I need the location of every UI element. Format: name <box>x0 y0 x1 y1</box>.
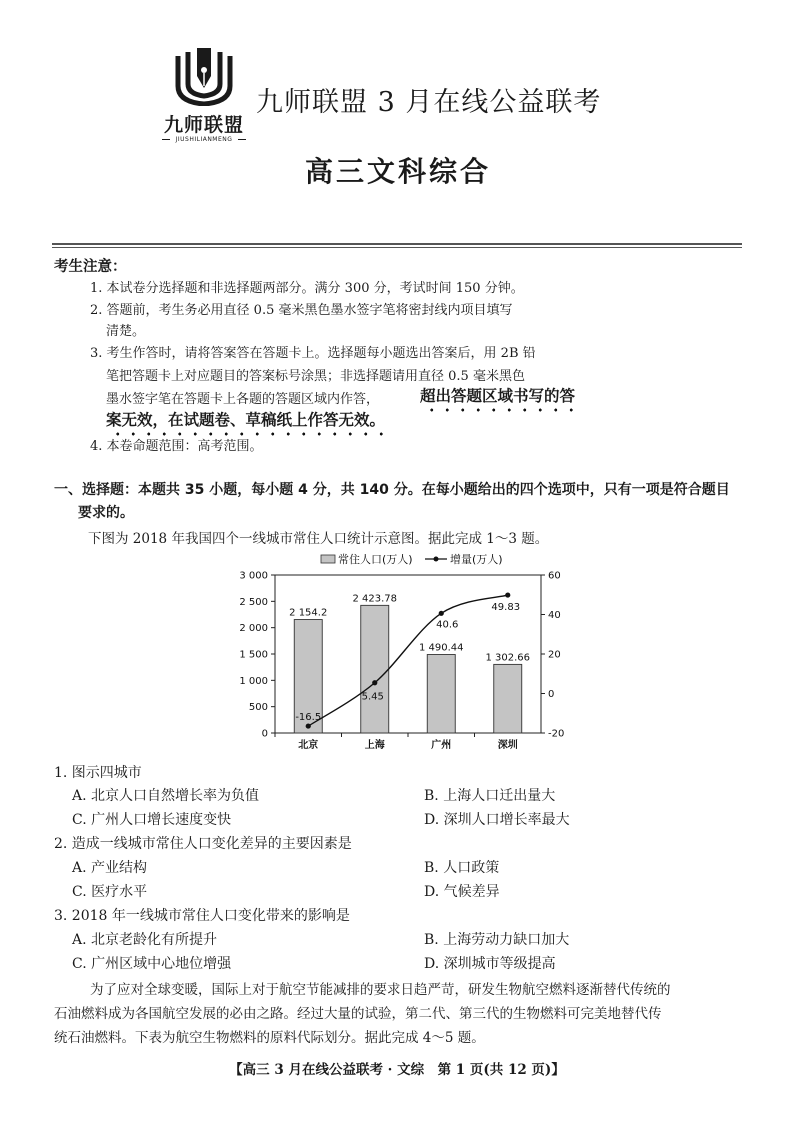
header-rule <box>52 247 742 248</box>
subject-title: 高三文科综合 <box>304 155 491 188</box>
logo-subtitle: JIUSHILIANMENG <box>175 136 233 143</box>
logo-divider <box>238 139 246 140</box>
x-category-label: 上海 <box>364 740 385 751</box>
notice-line: 4. 本卷命题范围：高考范围。 <box>90 439 263 454</box>
option: A. 产业结构 <box>72 860 148 876</box>
notice-line: 笔把答题卡上对应题目的答案标号涂黑；非选择题请用直径 0.5 毫米黑色 <box>106 369 525 384</box>
legend-bar-swatch <box>321 555 335 563</box>
x-category-label: 广州 <box>431 740 452 751</box>
question-stem: 2. 造成一线城市常住人口变化差异的主要因素是 <box>54 836 352 852</box>
y-left-tick-label: 0 <box>261 728 268 740</box>
option: B. 上海劳动力缺口加大 <box>424 932 570 948</box>
y-right-tick-label: 40 <box>548 610 561 621</box>
bar-上海 <box>361 605 389 733</box>
option: D. 深圳城市等级提高 <box>424 956 556 972</box>
option: A. 北京人口自然增长率为负值 <box>72 788 260 804</box>
increase-data-label: 5.45 <box>361 691 384 703</box>
y-left-tick-label: 3 000 <box>239 570 268 582</box>
increase-point <box>306 723 311 728</box>
option: C. 广州区域中心地位增强 <box>72 956 232 972</box>
bar-广州 <box>427 655 455 733</box>
y-left-tick-label: 1 500 <box>239 649 268 661</box>
passage-line: 石油燃料成为各国航空发展的必由之路。经过大量的试验，第二代、第三代的生物燃料可完美地替代传 <box>54 1006 662 1022</box>
option: A. 北京老龄化有所提升 <box>72 932 218 948</box>
option: D. 气候差异 <box>424 884 500 900</box>
bar-data-label: 1 490.44 <box>418 642 464 654</box>
chart-legend <box>321 552 503 566</box>
notice-line: 2. 答题前，考生务必用直径 0.5 毫米黑色墨水签字笔将密封线内项目填写 <box>90 303 513 318</box>
y-right-tick-label: 60 <box>548 570 561 582</box>
y-left-tick-label: 500 <box>248 702 268 714</box>
option: C. 广州人口增长速度变快 <box>72 812 232 828</box>
increase-point <box>372 680 377 685</box>
increase-point <box>439 611 444 616</box>
bar-data-label: 1 302.66 <box>485 652 531 664</box>
chart-intro: 下图为 2018 年我国四个一线城市常住人口统计示意图。据此完成 1～3 题。 <box>88 531 549 547</box>
notice-line: 1. 本试卷分选择题和非选择题两部分。满分 300 分，考试时间 150 分钟。 <box>90 281 524 296</box>
x-category-label: 深圳 <box>497 740 518 751</box>
passage-line: 统石油燃料。下表为航空生物燃料的原料代际划分。据此完成 4～5 题。 <box>54 1030 485 1046</box>
notice-title: 考生注意： <box>54 259 127 275</box>
header-rule <box>52 243 742 245</box>
option: B. 人口政策 <box>424 860 500 876</box>
increase-point <box>505 592 510 597</box>
notice-line: 3. 考生作答时，请将答案答在答题卡上。选择题每小题选出答案后，用 2B 铅 <box>90 346 536 361</box>
legend-line-label: 增量(万人) <box>450 553 503 566</box>
section-heading: 要求的。 <box>78 505 134 521</box>
logo <box>158 46 250 146</box>
x-category-label: 北京 <box>298 740 319 751</box>
section-heading: 一、选择题：本题共 35 小题，每小题 4 分，共 140 分。在每小题给出的四个选项中，只有一项是符合题目 <box>54 482 730 498</box>
legend-bar-label: 常住人口(万人) <box>338 553 413 566</box>
y-left-tick-label: 2 000 <box>239 623 268 635</box>
logo-name: 九师联盟 <box>163 114 244 136</box>
option: B. 上海人口迁出量大 <box>424 788 556 804</box>
increase-data-label: -16.5 <box>295 712 322 724</box>
notice-line: 墨水签字笔在答题卡上各题的答题区域内作答， <box>106 392 380 407</box>
increase-data-label: 49.83 <box>491 602 521 614</box>
increase-data-label: 40.6 <box>436 619 459 631</box>
bar-data-label: 2 154.2 <box>289 607 328 619</box>
notice-emphasis: 超出答题区域书写的答 <box>420 384 575 413</box>
increase-line <box>308 595 508 726</box>
page-footer: 【高三 3 月在线公益联考 · 文综 第 1 页(共 12 页)】 <box>229 1062 565 1078</box>
notice-emphasis: 案无效，在试题卷、草稿纸上作答无效。 <box>106 408 385 437</box>
option: D. 深圳人口增长率最大 <box>424 812 570 828</box>
legend-line-marker <box>434 557 439 562</box>
bar-data-label: 2 423.78 <box>352 593 398 605</box>
question-stem: 1. 图示四城市 <box>54 765 142 781</box>
bar-深圳 <box>494 664 522 733</box>
population-chart <box>225 550 585 760</box>
y-left-tick-label: 2 500 <box>239 596 268 608</box>
y-right-tick-label: 0 <box>548 689 555 700</box>
exam-title: 九师联盟 3 月在线公益联考 <box>256 87 602 118</box>
y-left-tick-label: 1 000 <box>239 675 268 687</box>
pen-nib-logo-icon <box>170 46 238 106</box>
y-right-tick-label: -20 <box>548 728 565 740</box>
y-right-tick-label: 20 <box>548 649 561 661</box>
passage-line: 为了应对全球变暖，国际上对于航空节能减排的要求日趋严苛，研发生物航空燃料逐渐替代传统的 <box>90 982 671 998</box>
notice-line: 清楚。 <box>106 324 146 339</box>
option: C. 医疗水平 <box>72 884 148 900</box>
question-stem: 3. 2018 年一线城市常住人口变化带来的影响是 <box>54 908 350 924</box>
